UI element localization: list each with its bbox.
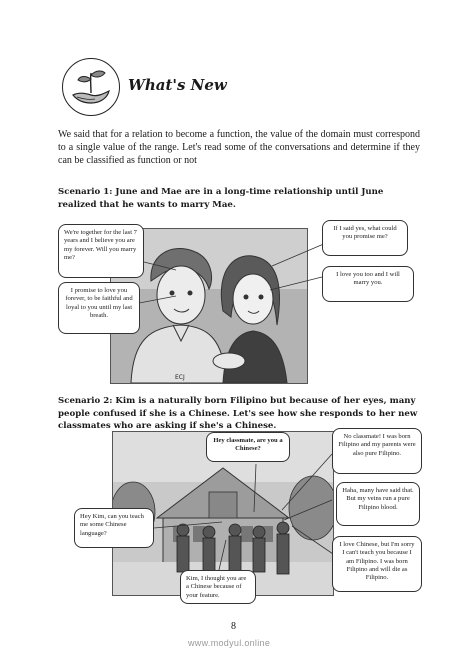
mae-reply-bubble: If I said yes, what could you promise me? (322, 220, 408, 256)
scenario-1-title: Scenario 1: June and Mae are in a long-time relationship until June realized that he wants to marry Mae. (58, 187, 384, 210)
no-classmate-bubble: No classmate! I was born Filipino and my parents were also pure Filipino. (332, 428, 422, 474)
teach-chinese-bubble: Hey Kim, can you teach me some Chinese language? (74, 508, 154, 548)
section-logo (62, 58, 120, 116)
hand-plant-icon (63, 59, 119, 115)
haha-bubble: Haha, many have said that. But my veins run a pure Filipino blood. (336, 482, 420, 526)
section-heading: What's New (128, 76, 227, 94)
thought-bubble: Kim, I thought you are a Chinese because of your feature. (180, 570, 256, 604)
june-question-bubble: We're together for the last 7 years and I believe you are my forever. Will you marry me? (58, 224, 144, 278)
page-number: 8 (231, 621, 236, 632)
ask-chinese-bubble: Hey classmate, are you a Chinese? (206, 432, 290, 462)
love-chinese-bubble: I love Chinese, but I'm sorry I can't teach you because I am Filipino. I was born Filipino and will die as Filipino. (332, 536, 422, 592)
scenario-2-title: Scenario 2: Kim is a naturally born Filipino but because of her eyes, many people confused if she is a Chinese. Let's see how she responds to her new classmates who are asking if she's a Chinese. (58, 396, 418, 431)
footer-url: www.modyul.online (188, 638, 271, 648)
mae-love-bubble: I love you too and I will marry you. (322, 266, 414, 302)
intro-paragraph: We said that for a relation to become a function, the value of the domain must correspond to a single value of the range. Let's read some of the conversations and determine if they can be classified as function or not (58, 129, 420, 166)
illustration-signature: ECJ (175, 374, 185, 381)
june-promise-bubble: I promise to love you forever, to be faithful and loyal to you until my last breath. (58, 282, 140, 334)
